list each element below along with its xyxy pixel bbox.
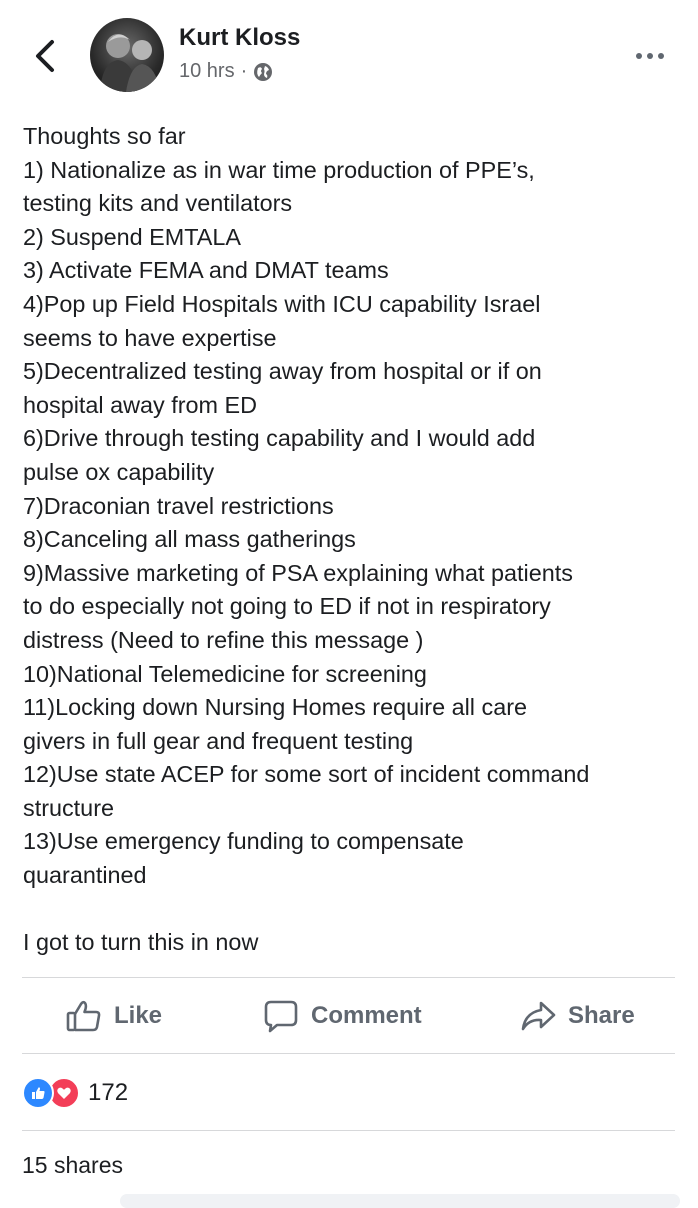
comment-icon xyxy=(263,999,299,1033)
comment-input-bar[interactable] xyxy=(120,1194,680,1208)
reaction-count: 172 xyxy=(88,1079,129,1106)
post-line: pulse ox capability xyxy=(23,458,215,485)
author-name[interactable]: Kurt Kloss xyxy=(179,24,301,51)
post-line: I got to turn this in now xyxy=(23,929,259,956)
post-line: seems to have expertise xyxy=(23,324,277,351)
share-label: Share xyxy=(568,1002,635,1029)
post-line: hospital away from ED xyxy=(23,391,257,418)
action-bar xyxy=(22,980,675,1052)
like-reaction-icon xyxy=(22,1077,54,1109)
post-line: 8)Canceling all mass gatherings xyxy=(23,526,356,553)
post-line: 10)National Telemedicine for screening xyxy=(23,660,427,687)
globe-icon xyxy=(253,62,273,82)
post-line: 4)Pop up Field Hospitals with ICU capability Israel xyxy=(23,290,541,317)
comment-label: Comment xyxy=(311,1002,422,1029)
post-line: 3) Activate FEMA and DMAT teams xyxy=(23,257,389,284)
post-line: 9)Massive marketing of PSA explaining what patients xyxy=(23,559,573,586)
divider xyxy=(22,1130,675,1131)
post-header xyxy=(0,0,698,110)
more-options-icon[interactable] xyxy=(634,50,666,62)
avatar-photo xyxy=(90,18,164,92)
post-line: 6)Drive through testing capability and I would add xyxy=(23,425,536,452)
like-button[interactable] xyxy=(66,980,162,1052)
share-arrow-icon xyxy=(520,999,556,1033)
post-line: 5)Decentralized testing away from hospital or if on xyxy=(23,358,542,385)
post-line: 7)Draconian travel restrictions xyxy=(23,492,334,519)
post-line: to do especially not going to ED if not in respiratory xyxy=(23,593,551,620)
post-line: 11)Locking down Nursing Homes require all care xyxy=(23,694,528,721)
divider xyxy=(22,977,675,978)
comment-button[interactable] xyxy=(263,980,422,1052)
divider xyxy=(22,1053,675,1054)
post-line: Thoughts so far xyxy=(23,123,186,149)
post-line: 1) Nationalize as in war time production of PPE’s, xyxy=(23,156,535,183)
post-line: distress (Need to refine this message ) xyxy=(23,626,424,653)
thumbs-up-icon xyxy=(66,999,102,1033)
share-button[interactable] xyxy=(520,980,635,1052)
like-label: Like xyxy=(114,1002,163,1029)
post-text xyxy=(23,120,683,960)
post-line: givers in full gear and frequent testing xyxy=(23,727,414,754)
post-line: 12)Use state ACEP for some sort of incident command xyxy=(23,761,590,788)
reactions-summary[interactable] xyxy=(22,1075,128,1111)
post-line: testing kits and ventilators xyxy=(23,190,293,217)
post-line xyxy=(23,893,683,927)
meta-separator: · xyxy=(240,60,248,82)
post-line: 13)Use emergency funding to compensate xyxy=(23,828,464,855)
post-line: structure xyxy=(23,794,114,821)
post-meta xyxy=(179,60,273,83)
post-time[interactable]: 10 hrs xyxy=(179,60,235,82)
avatar[interactable] xyxy=(90,18,164,92)
back-arrow-icon[interactable] xyxy=(28,36,64,76)
post-line: quarantined xyxy=(23,862,147,889)
shares-count[interactable]: 15 shares xyxy=(22,1152,124,1178)
post-line: 2) Suspend EMTALA xyxy=(23,223,241,250)
